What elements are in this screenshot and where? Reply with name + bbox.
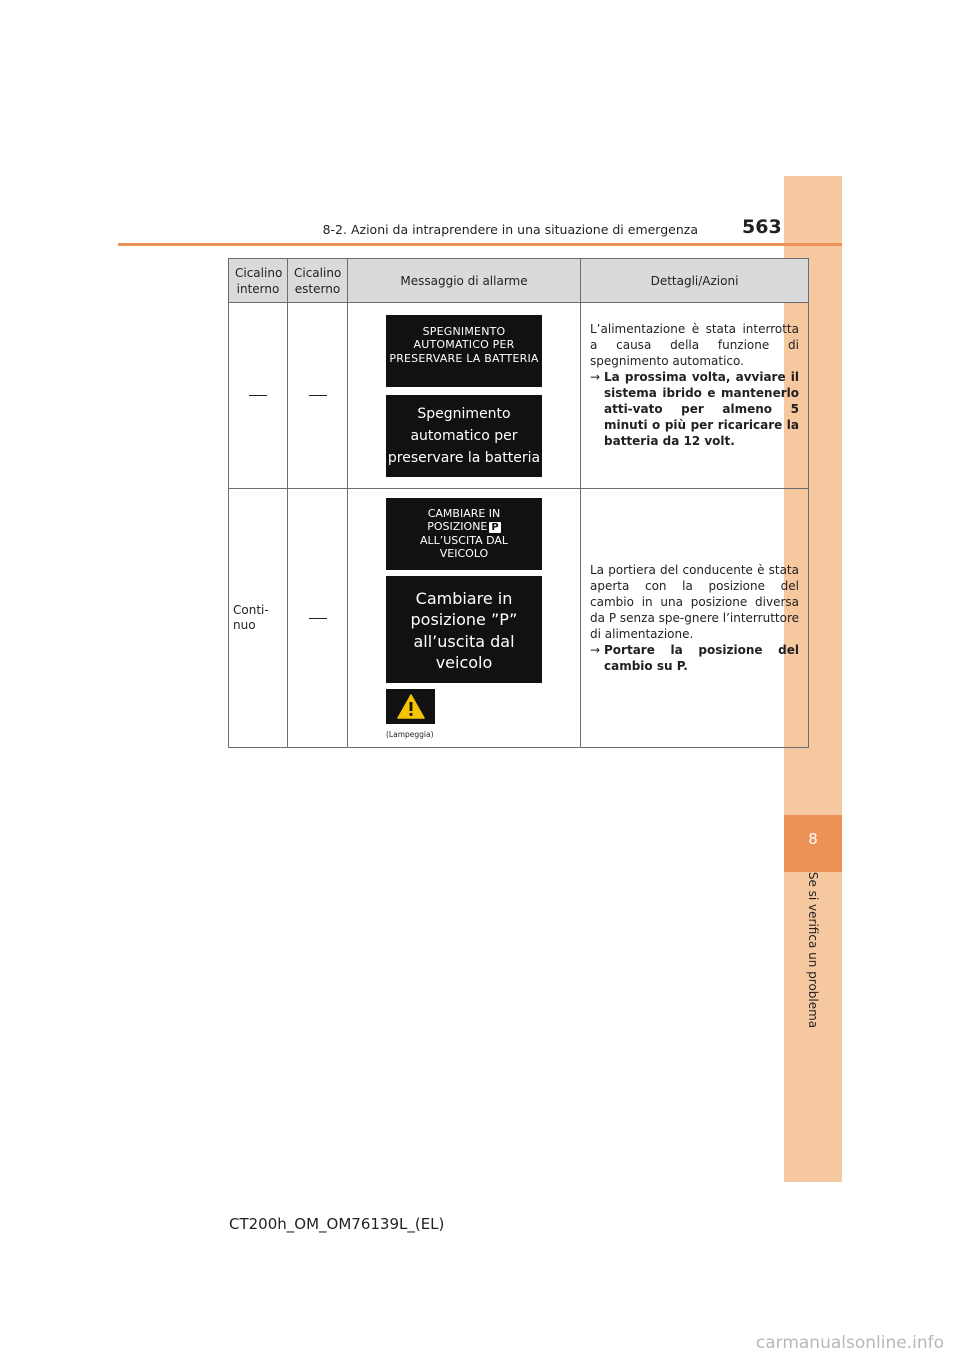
display-line-1: CAMBIARE IN <box>427 506 501 520</box>
park-symbol: P <box>491 522 499 533</box>
detail-text: L’alimentazione è stata interrotta a causa della funzione di spegnimento automatico. <box>590 321 799 368</box>
blinking-note: (Lampeggia) <box>386 729 434 739</box>
watermark: carmanualsonline.info <box>755 1333 944 1353</box>
action-text: La prossima volta, avviare il sistema ibrido e mantenerlo atti-vato per almeno 5 minuti o più per ricaricare la batteria da 12 volt. <box>604 369 799 448</box>
no-buzzer-dash <box>309 618 327 619</box>
action-text: Portare la posizione del cambio su P. <box>604 643 799 673</box>
external-buzzer-cell <box>288 489 348 748</box>
table-header-row <box>229 259 809 303</box>
no-buzzer-dash <box>309 395 327 396</box>
no-buzzer-dash <box>249 395 267 396</box>
internal-buzzer-cell <box>229 303 288 489</box>
chapter-title: Se si verifica un problema <box>806 871 820 1029</box>
message-cell <box>348 489 581 748</box>
display-message-upper <box>386 498 542 570</box>
details-cell <box>581 303 809 489</box>
internal-buzzer-value: Conti-nuo <box>233 603 269 632</box>
warning-light-panel <box>386 689 435 724</box>
display-line-3: ALL’USCITA DAL VEICOLO <box>419 533 509 560</box>
warning-triangle-icon <box>397 694 425 719</box>
header-rule <box>118 243 842 246</box>
external-buzzer-cell <box>288 303 348 489</box>
section-title: 8-2. Azioni da intraprendere in una situazione di emergenza <box>322 222 698 237</box>
details-cell <box>581 489 809 748</box>
warning-indicator <box>386 689 542 739</box>
table-row <box>229 489 809 748</box>
header-warning-message: Messaggio di allarme <box>348 259 581 303</box>
alarm-table <box>228 258 809 748</box>
display-message-lower: Spegnimento automatico per preservare la batteria <box>386 395 542 477</box>
message-cell <box>348 303 581 489</box>
action-item <box>590 369 799 449</box>
arrow-icon: → <box>590 643 601 657</box>
display-line-2-text: POSIZIONE <box>427 520 488 533</box>
header-details-actions: Dettagli/Azioni <box>581 259 809 303</box>
header-internal-buzzer: Cicalino interno <box>229 259 288 303</box>
header-external-buzzer: Cicalino esterno <box>288 259 348 303</box>
chapter-number: 8 <box>808 830 818 848</box>
display-message-lower: Cambiare in posizione ”P” all’uscita dal veicolo <box>386 576 542 683</box>
action-item <box>590 642 799 674</box>
internal-buzzer-cell <box>229 489 288 748</box>
page-number: 563 <box>742 216 782 238</box>
arrow-icon: → <box>590 369 601 384</box>
detail-text: La portiera del conducente è stata aperta con la posizione del cambio in una posizione diversa da P senza spe-gnere l’interruttore di alimentazione. <box>590 563 799 641</box>
document-code: CT200h_OM_OM76139L_(EL) <box>229 1215 445 1233</box>
table-row <box>229 303 809 489</box>
display-line-2 <box>386 520 542 534</box>
display-message-upper: SPEGNIMENTO AUTOMATICO PER PRESERVARE LA BATTERIA <box>386 315 542 387</box>
